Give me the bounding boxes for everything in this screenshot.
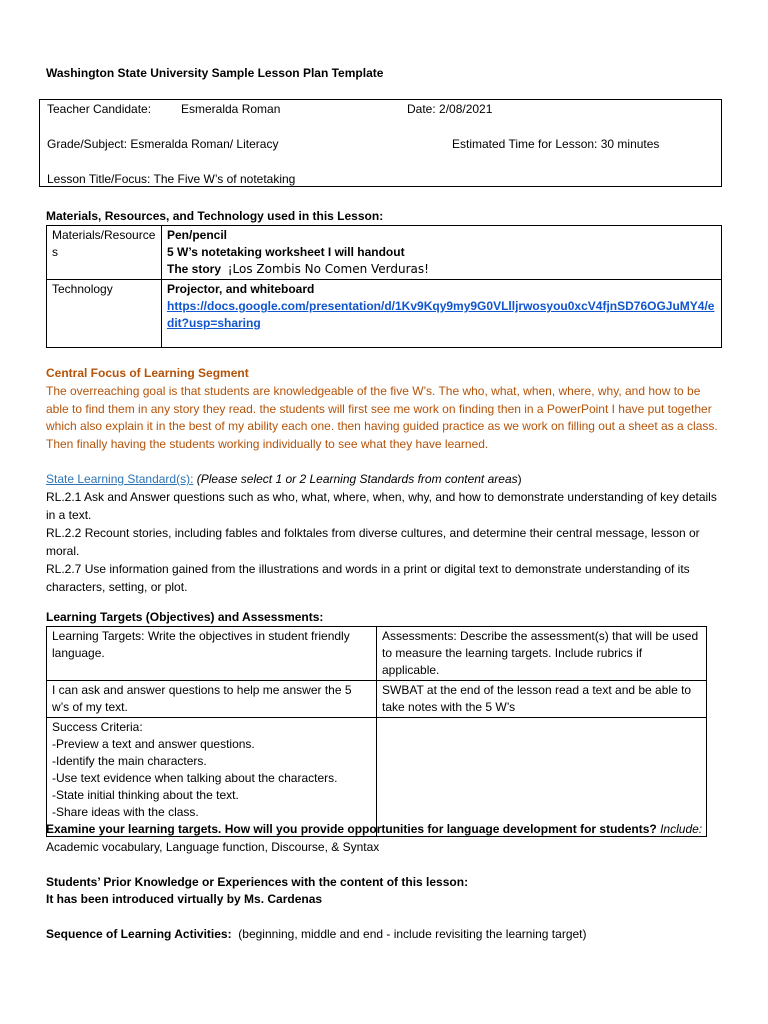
story-line (167, 261, 716, 278)
technology-content (162, 280, 722, 348)
teacher-label: Teacher Candidate: (47, 102, 152, 116)
lesson-title: Lesson Title/Focus: The Five W’s of notetaking (47, 172, 296, 186)
teacher-name: Esmeralda Roman (181, 102, 281, 116)
language-prompt: Examine your learning targets. How will you provide opportunities for language development for students? (46, 822, 657, 836)
sequence-section (46, 926, 722, 944)
document-title: Washington State University Sample Lesson Plan Template (46, 66, 384, 80)
story-label: The story (167, 262, 222, 276)
success-criteria-row (47, 718, 707, 837)
technology-item: Projector, and whiteboard (167, 282, 315, 296)
standards-heading-line (46, 470, 722, 488)
standard-item: RL.2.2 Recount stories, including fables and folktales from diverse cultures, and determine their central message, lesson or moral. (46, 526, 700, 558)
sequence-note: (beginning, middle and end - include revisiting the learning target) (238, 927, 587, 941)
assessment-cell: SWBAT at the end of the lesson read a text and be able to take notes with the 5 W’s (377, 681, 707, 718)
prior-knowledge-body: It has been introduced virtually by Ms. Cardenas (46, 892, 323, 906)
success-criteria-heading: Success Criteria: (52, 720, 143, 734)
lesson-info-box (39, 99, 722, 187)
learning-targets-table (46, 626, 707, 837)
target-cell: I can ask and answer questions to help me answer the 5 w’s of my text. (47, 681, 377, 718)
success-criteria-cell (47, 718, 377, 837)
grade-subject: Grade/Subject: Esmeralda Roman/ Literacy (47, 137, 279, 151)
technology-row (47, 280, 722, 348)
standard-item: RL.2.1 Ask and Answer questions such as who, what, where, when, why, and how to demonstrate understanding of key details in a text. (46, 490, 717, 522)
success-item: -Preview a text and answer questions. (52, 737, 255, 751)
standards-note: (Please select 1 or 2 Learning Standards from content areas (196, 472, 518, 486)
materials-content (162, 226, 722, 280)
success-item: -Use text evidence when talking about the characters. (52, 771, 338, 785)
standards-link[interactable]: State Learning Standard(s): (46, 472, 194, 486)
table-row (47, 681, 707, 718)
sequence-heading: Sequence of Learning Activities: (46, 927, 232, 941)
empty-assessment-cell (377, 718, 707, 837)
assessments-header: Assessments: Describe the assessment(s) that will be used to measure the learning targets. Include rubrics if applicable. (377, 627, 707, 681)
presentation-link[interactable]: https://docs.google.com/presentation/d/1Kv9Kqy9my9G0VLlljrwosyou0xcV4fjnSD76OGJuMY4/edit?usp=sharing (167, 299, 715, 330)
success-item: -Share ideas with the class. (52, 805, 199, 819)
technology-label: Technology (47, 280, 162, 348)
include-text: Academic vocabulary, Language function, Discourse, & Syntax (46, 839, 380, 854)
standard-item: RL.2.7 Use information gained from the illustrations and words in a print or digital text to demonstrate understanding of its characters, setting, or plot. (46, 562, 690, 594)
central-focus-body: The overreaching goal is that students are knowledgeable of the five W’s. The who, what, when, where, why, and how to be able to find them in any story they read. the students will first see me work on finding then in a PowerPoint I have put together which also explain it in the best of my ability each one. then having guided practice as we work on filling out a sheet as a class. Then finally having the students working individually to see what they have learned. (46, 384, 718, 451)
story-title: ¡Los Zombis No Comen Verduras! (227, 262, 429, 276)
materials-table (46, 225, 722, 348)
materials-heading: Materials, Resources, and Technology used in this Lesson: (46, 209, 384, 223)
estimated-time: Estimated Time for Lesson: 30 minutes (452, 137, 660, 151)
learning-targets-heading: Learning Targets (Objectives) and Assessments: (46, 610, 324, 624)
materials-label: Materials/Resources (47, 226, 162, 280)
success-item: -Identify the main characters. (52, 754, 207, 768)
include-label: Include: (660, 822, 703, 836)
targets-header: Learning Targets: Write the objectives in student friendly language. (47, 627, 377, 681)
prior-knowledge-heading: Students’ Prior Knowledge or Experiences with the content of this lesson: (46, 875, 469, 889)
table-header-row (47, 627, 707, 681)
standards-section (46, 470, 722, 596)
materials-item: Pen/pencil (167, 228, 228, 242)
success-item: -State initial thinking about the text. (52, 788, 239, 802)
materials-item: 5 W’s notetaking worksheet I will handout (167, 245, 405, 259)
materials-row (47, 226, 722, 280)
lesson-date: Date: 2/08/2021 (407, 102, 493, 116)
language-section (46, 821, 722, 856)
standards-note-close: ) (517, 472, 522, 486)
central-focus-heading: Central Focus of Learning Segment (46, 366, 249, 380)
